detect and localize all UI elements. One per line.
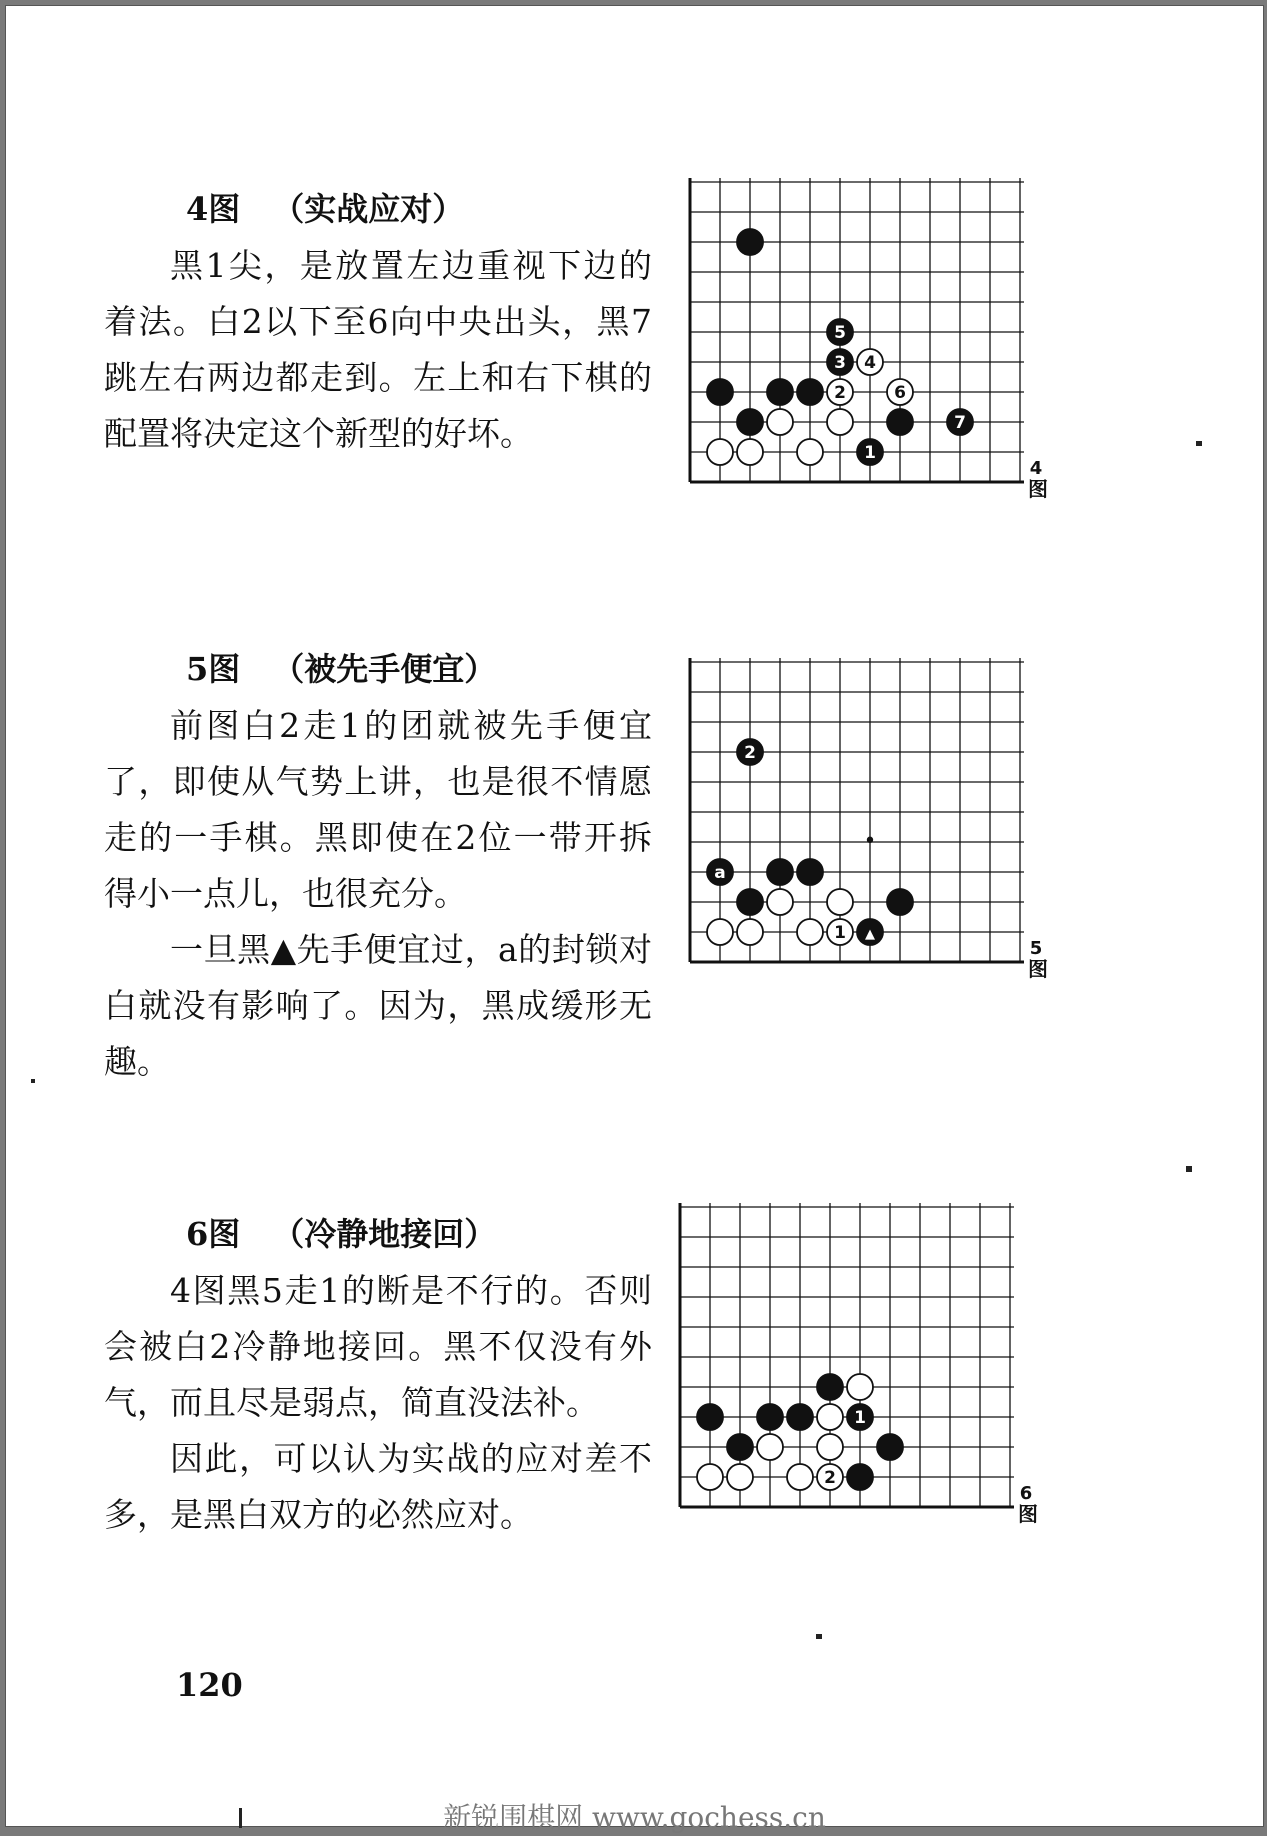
section-heading xyxy=(186,644,496,690)
black-stone xyxy=(757,1404,783,1430)
stone-number: 2 xyxy=(744,743,756,763)
heading-subtitle: （被先手便宜） xyxy=(272,650,497,688)
go-diagram xyxy=(682,656,1060,992)
black-stone xyxy=(847,1404,873,1430)
stone-number: 3 xyxy=(834,353,846,373)
white-stone xyxy=(797,439,823,465)
black-stone xyxy=(797,859,823,885)
black-stone xyxy=(737,229,763,255)
diagram-number: 5 xyxy=(1029,938,1043,959)
white-stone xyxy=(727,1464,753,1490)
black-stone xyxy=(887,409,913,435)
black-stone xyxy=(737,409,763,435)
watermark-footer: 新锐围棋网 www.gochess.cn xyxy=(443,1801,826,1834)
stone-number: 1 xyxy=(864,443,876,463)
stone-number: a xyxy=(714,863,726,883)
white-stone xyxy=(737,919,763,945)
black-stone xyxy=(707,379,733,405)
white-stone xyxy=(707,919,733,945)
black-stone xyxy=(697,1404,723,1430)
heading-number: 4图 xyxy=(186,190,241,228)
black-stone xyxy=(947,409,973,435)
white-stone xyxy=(847,1374,873,1400)
black-stone xyxy=(797,379,823,405)
stone-number: 2 xyxy=(834,383,846,403)
section-diagram-4 xyxy=(6,176,1263,596)
go-board-svg xyxy=(682,176,1060,512)
page-number: 120 xyxy=(176,1666,243,1704)
white-stone xyxy=(827,919,853,945)
black-stone xyxy=(767,379,793,405)
scan-speck xyxy=(31,1079,35,1083)
go-board-svg xyxy=(682,656,1060,992)
section-body xyxy=(104,1263,652,1543)
white-stone xyxy=(817,1404,843,1430)
paragraph: 黑1尖，是放置左边重视下边的着法。白2以下至6向中央出头，黑7跳左右两边都走到。左上和右下棋的配置将决定这个新型的好坏。 xyxy=(104,246,652,453)
white-stone xyxy=(827,379,853,405)
black-stone xyxy=(767,859,793,885)
go-board-svg xyxy=(672,1201,1050,1537)
scan-speck xyxy=(816,1634,822,1639)
stone-number: 2 xyxy=(824,1468,836,1488)
white-stone xyxy=(737,439,763,465)
black-stone xyxy=(707,859,733,885)
black-stone xyxy=(857,919,883,945)
section-heading xyxy=(186,1209,496,1255)
heading-subtitle: （冷静地接回） xyxy=(272,1215,497,1253)
paragraph: 一旦黑▲先手便宜过，a的封锁对白就没有影响了。因为，黑成缓形无趣。 xyxy=(104,930,652,1081)
white-stone xyxy=(827,409,853,435)
white-stone xyxy=(767,409,793,435)
paragraph: 因此，可以认为实战的应对差不多，是黑白双方的必然应对。 xyxy=(104,1439,652,1534)
section-body xyxy=(104,238,652,462)
white-stone xyxy=(827,889,853,915)
white-stone xyxy=(817,1464,843,1490)
heading-number: 5图 xyxy=(186,650,241,688)
stone-number: 5 xyxy=(834,323,846,343)
diagram-label: 图 xyxy=(1018,1502,1038,1526)
black-stone xyxy=(727,1434,753,1460)
white-stone xyxy=(857,349,883,375)
paragraph: 前图白2走1的团就被先手便宜了，即使从气势上讲，也是很不情愿走的一手棋。黑即使在2位一带开拆得小一点儿，也很充分。 xyxy=(104,706,652,913)
black-stone xyxy=(787,1404,813,1430)
white-stone xyxy=(887,379,913,405)
white-stone xyxy=(787,1464,813,1490)
black-stone xyxy=(877,1434,903,1460)
white-stone xyxy=(817,1434,843,1460)
stone-number: 6 xyxy=(894,383,906,403)
stone-number: 1 xyxy=(854,1408,866,1428)
scan-speck xyxy=(1196,441,1202,446)
section-heading xyxy=(186,184,464,230)
black-stone xyxy=(887,889,913,915)
stone-number: 1 xyxy=(834,923,846,943)
diagram-label: 图 xyxy=(1028,957,1048,981)
go-diagram xyxy=(672,1201,1050,1537)
section-diagram-6 xyxy=(6,1201,1263,1601)
board-mark: • xyxy=(863,829,877,854)
white-stone xyxy=(797,919,823,945)
black-stone xyxy=(737,739,763,765)
section-diagram-5 xyxy=(6,636,1263,1106)
section-body xyxy=(104,698,652,1090)
diagram-number: 4 xyxy=(1029,458,1043,479)
diagram-number: 6 xyxy=(1019,1483,1033,1504)
diagram-label: 图 xyxy=(1028,477,1048,501)
white-stone xyxy=(697,1464,723,1490)
book-page xyxy=(5,5,1264,1834)
go-diagram xyxy=(682,176,1060,512)
black-stone xyxy=(857,439,883,465)
stone-number: ▲ xyxy=(865,927,875,942)
black-stone xyxy=(737,889,763,915)
black-stone xyxy=(817,1374,843,1400)
white-stone xyxy=(707,439,733,465)
scan-speck xyxy=(1186,1166,1192,1172)
paragraph: 4图黑5走1的断是不行的。否则会被白2冷静地接回。黑不仅没有外气，而且尽是弱点，简直没法补。 xyxy=(104,1271,652,1422)
scan-speck xyxy=(239,1808,242,1828)
heading-subtitle: （实战应对） xyxy=(272,190,465,228)
white-stone xyxy=(757,1434,783,1460)
white-stone xyxy=(767,889,793,915)
heading-number: 6图 xyxy=(186,1215,241,1253)
black-stone xyxy=(827,349,853,375)
stone-number: 7 xyxy=(954,413,966,433)
stone-number: 4 xyxy=(864,353,876,373)
black-stone xyxy=(847,1464,873,1490)
black-stone xyxy=(827,319,853,345)
